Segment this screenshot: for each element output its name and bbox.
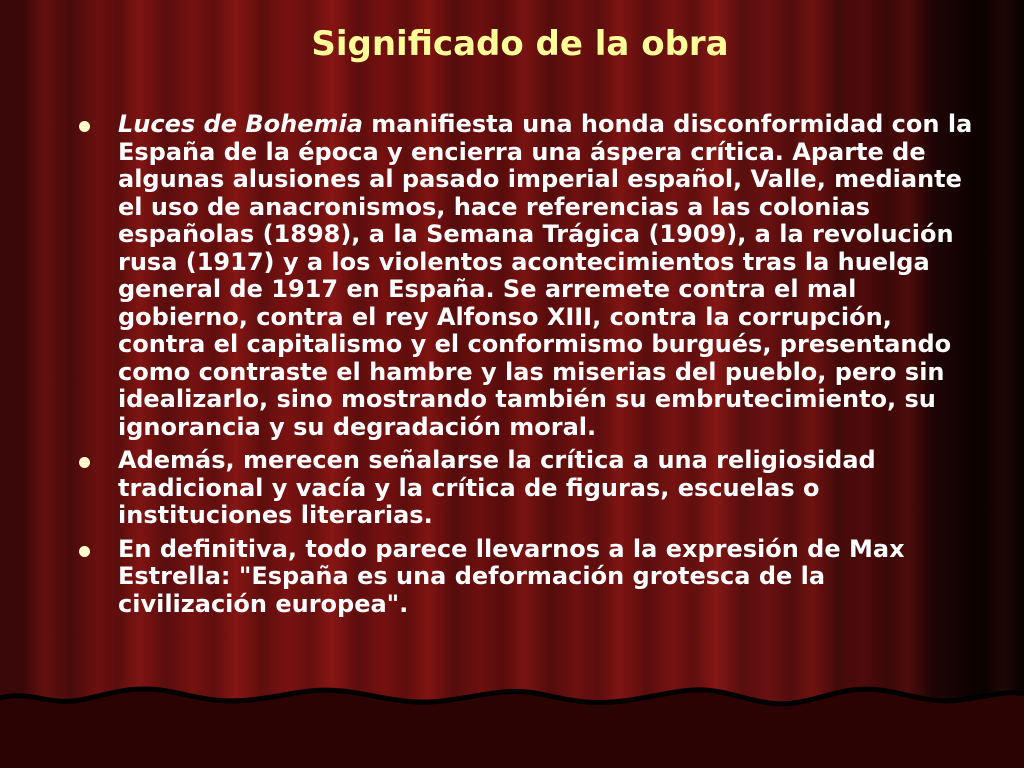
bullet-icon — [79, 121, 90, 132]
bullet-text: Además, merecen señalarse la crítica a una religiosidad tradicional y vacía y la crítica de figuras, escuelas o instituciones literarias. — [118, 446, 876, 529]
bullet-icon — [79, 546, 90, 557]
bullet-item-3 — [76, 536, 976, 619]
work-title: Luces de Bohemia — [118, 110, 363, 138]
bullet-item-1 — [76, 111, 976, 441]
slide-title: Significado de la obra — [311, 24, 729, 64]
bullet-item-2 — [76, 447, 976, 530]
bullet-text: manifiesta una honda disconformidad con la España de la época y encierra una áspera crítica. Aparte de algunas alusiones al pasado imperial español, Valle, mediante el uso de anacronismos, hace referencias a las colonias españolas (1898), a la Semana Trágica (1909), a la revolución rusa (1917) y a los violentos acontecimientos tras la huelga general de 1917 en España. Se arremete contra el mal gobierno, contra el rey Alfonso XIII, contra la corrupción, contra el capitalismo y el conformismo burgués, presentando como contraste el hambre y las miserias del pueblo, pero sin idealizarlo, sino mostrando también su embrutecimiento, su ignorancia y su degradación moral. — [118, 110, 973, 441]
bullet-icon — [79, 457, 90, 468]
bullet-text: En definitiva, todo parece llevarnos a la expresión de Max Estrella: "España es una deformación grotesca de la civilización europea". — [118, 534, 905, 618]
bullet-list — [76, 111, 976, 624]
